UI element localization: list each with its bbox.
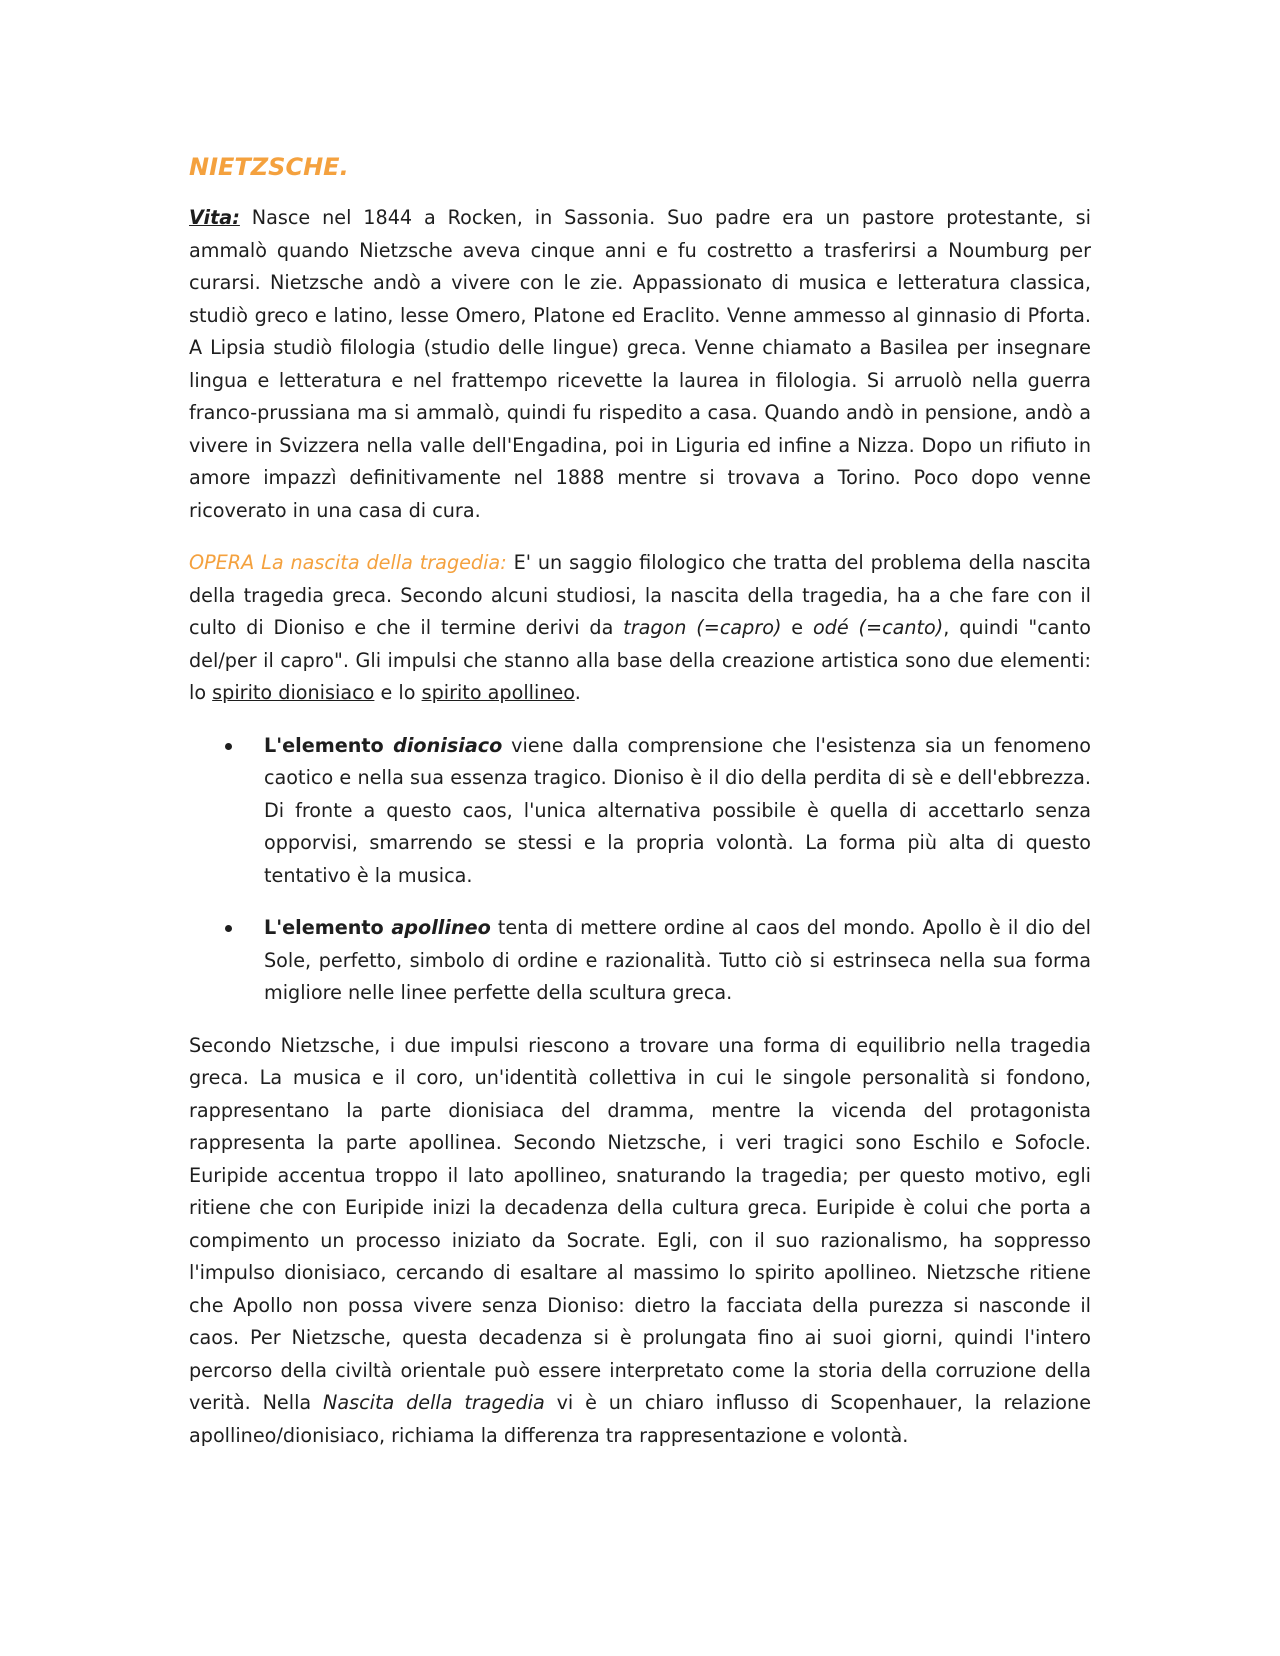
document-title: NIETZSCHE.	[189, 153, 349, 181]
opera-term-ode: odé (=canto)	[812, 616, 944, 639]
closing-emph: Nascita della tragedia	[323, 1391, 545, 1414]
bullet-lead: L'elemento	[264, 916, 392, 939]
closing-paragraph	[189, 1030, 1091, 1453]
opera-term-tragon: tragon (=capro)	[623, 616, 782, 639]
closing-text-1: Secondo Nietzsche, i due impulsi riescono a trovare una forma di equilibrio nella tragedia greca. La musica e il coro, un'identità collettiva in cui le singole personalità si fondono, rappresentano la parte dionisiaca del dramma, mentre la vicenda del protagonista rappresenta la parte apollinea. Secondo Nietzsche, i veri tragici sono Eschilo e Sofocle. Euripide accentua troppo il lato apollineo, snaturando la tragedia; per questo motivo, egli ritiene che con Euripide inizi la decadenza della cultura greca. Euripide è colui che porta a compimento un processo iniziato da Socrate. Egli, con il suo razionalismo, ha soppresso l'impulso dionisiaco, cercando di esaltare al massimo lo spirito apollineo. Nietzsche ritiene che Apollo non possa vivere senza Dioniso: dietro la facciata della purezza si nasconde il caos. Per Nietzsche, questa decadenza si è prolungata fino ai suoi giorni, quindi l'intero percorso della civiltà orientale può essere interpretato come la storia della corruzione della verità. Nella	[189, 1033, 1091, 1414]
opera-text-1: E' un saggio filologico che tratta del problema della nascita della tragedia greca. Secondo alcuni studiosi, la nascita della tragedia, ha a che fare con il culto di Dioniso e che il termine derivi da	[189, 551, 1092, 639]
spirito-apollineo-term: spirito apollineo	[421, 681, 575, 704]
bullet-text: viene dalla comprensione che l'esistenza sia un fenomeno caotico e nella sua essenza tragico. Dioniso è il dio della perdita di sè e dell'ebbrezza. Di fronte a questo caos, l'unica alternativa possibile è quella di accettarlo senza opporvisi, smarrendo se stessi e la propria volontà. La forma più alta di questo tentativo è la musica.	[264, 733, 1092, 887]
opera-text-3: , quindi "canto del/per il capro". Gli impulsi che stanno alla base della creazione artistica sono due elementi: lo	[189, 616, 1091, 704]
bullet-text: tenta di mettere ordine al caos del mondo. Apollo è il dio del Sole, perfetto, simbolo di ordine e razionalità. Tutto ciò si estrinseca nella sua forma migliore nelle linee perfette della scultura greca.	[264, 916, 1092, 1004]
opera-paragraph	[189, 547, 1091, 710]
vita-label: Vita:	[189, 206, 240, 229]
bullet-emph: apollineo	[391, 916, 491, 939]
vita-text: Nasce nel 1844 a Rocken, in Sassonia. Suo padre era un pastore protestante, si ammalò quando Nietzsche aveva cinque anni e fu costretto a trasferirsi a Noumburg per curarsi. Nietzsche andò a vivere con le zie. Appassionato di musica e letteratura classica, studiò greco e latino, lesse Omero, Platone ed Eraclito. Venne ammesso al ginnasio di Pforta. A Lipsia studiò filologia (studio delle lingue) greca. Venne chiamato a Basilea per insegnare lingua e letteratura e nel frattempo ricevette la laurea in filologia. Si arruolò nella guerra franco-prussiana ma si ammalò, quindi fu rispedito a casa. Quando andò in pensione, andò a vivere in Svizzera nella valle dell'Engadina, poi in Liguria ed infine a Nizza. Dopo un rifiuto in amore impazzì definitivamente nel 1888 mentre si trovava a Torino. Poco dopo venne ricoverato in una casa di cura.	[189, 206, 1091, 522]
bullet-dot-icon	[225, 743, 232, 750]
bullet-lead: L'elemento	[264, 733, 394, 757]
opera-label: OPERA La nascita della tragedia:	[189, 551, 507, 574]
bullet-emph: dionisiaco	[393, 733, 503, 757]
opera-text-5: .	[574, 681, 581, 704]
document-page	[189, 150, 1091, 1472]
closing-text-2: vi è un chiaro influsso di Scopenhauer, la relazione apollineo/dionisiaco, richiama la differenza tra rappresentazione e volontà.	[189, 1391, 1092, 1447]
spirito-dionisiaco-term: spirito dionisiaco	[212, 681, 375, 704]
opera-text-4: e lo	[374, 681, 422, 704]
bullet-dot-icon	[225, 925, 232, 932]
vita-paragraph	[189, 202, 1091, 527]
bullet-item-dionisiaco	[189, 730, 1091, 893]
bullet-item-apollineo	[189, 912, 1091, 1010]
elements-bullet-list	[189, 730, 1091, 1010]
opera-text-2: e	[781, 616, 813, 639]
